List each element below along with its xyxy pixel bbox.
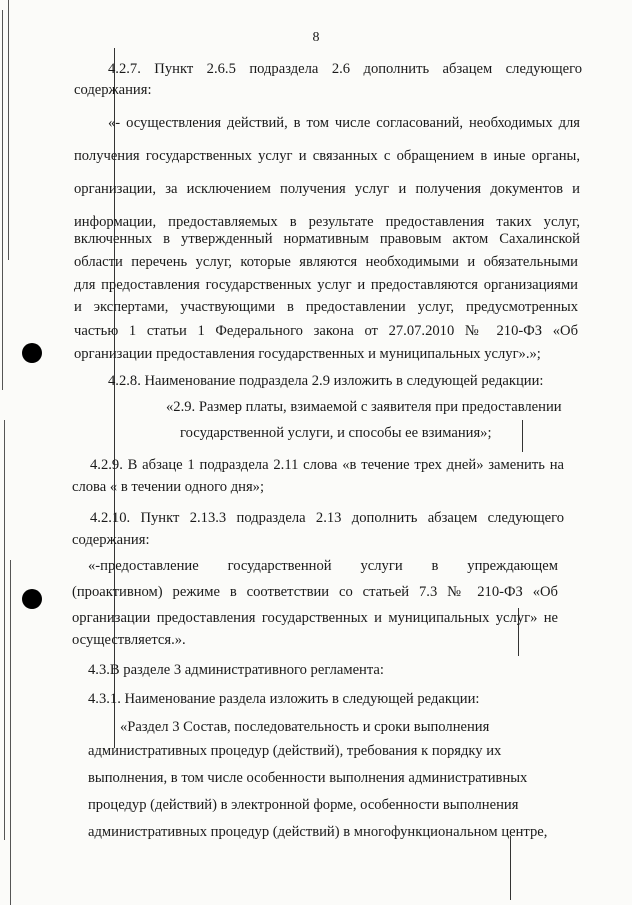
text-line: выполнения, в том числе особенности выполнения административных [88, 770, 528, 786]
text-line: «-предоставление государственной услуги в упреждающем [88, 558, 558, 574]
text-line: 4.2.9. В абзаце 1 подраздела 2.11 слова «в течение трех дней» заменить на [90, 457, 564, 473]
text-line: области перечень услуг, которые являются необходимыми и обязательными [74, 254, 578, 270]
text-line: 4.3.В разделе 3 административного регламента: [88, 662, 384, 678]
text-line: «Раздел 3 Состав, последовательность и сроки выполнения [120, 719, 490, 735]
text-line: организации предоставления государственных и муниципальных услуг».»; [74, 346, 541, 362]
scan-edge-marks [0, 0, 14, 905]
text-line: 4.2.7. Пункт 2.6.5 подраздела 2.6 дополнить абзацем следующего [108, 61, 582, 77]
text-line: организации предоставления государственных и муниципальных услуг» не [72, 610, 558, 626]
text-line: и экспертами, участвующими в предоставлении услуг, предусмотренных [74, 299, 578, 315]
text-line: частью 1 статьи 1 Федерального закона от 27.07.2010 № 210-ФЗ «Об [74, 323, 578, 339]
text-line: получения государственных услуг и связанных с обращением в иные органы, [74, 148, 580, 164]
text-line: 4.3.1. Наименование раздела изложить в следующей редакции: [88, 691, 480, 707]
text-line: государственной услуги, и способы ее взимания»; [180, 425, 492, 441]
text-line: административных процедур (действий), требования к порядку их [88, 743, 502, 759]
margin-line-mark-3 [510, 836, 511, 900]
text-line: слова « в течении одного дня»; [72, 479, 265, 495]
text-line: административных процедур (действий) в многофункциональном центре, [88, 824, 548, 840]
text-line: информации, предоставляемых в результате предоставления таких услуг, [74, 214, 580, 230]
text-line: содержания: [72, 532, 150, 548]
text-line: включенных в утвержденный нормативным правовым актом Сахалинской [74, 231, 580, 247]
text-line: содержания: [74, 82, 152, 98]
text-line: процедур (действий) в электронной форме, особенности выполнения [88, 797, 519, 813]
text-line: (проактивном) режиме в соответствии со статьей 7.3 № 210-ФЗ «Об [72, 584, 558, 600]
text-line: организации, за исключением получения услуг и получения документов и [74, 181, 580, 197]
punch-hole-bottom [22, 589, 42, 609]
text-line: 4.2.10. Пункт 2.13.3 подраздела 2.13 дополнить абзацем следующего [90, 510, 564, 526]
punch-hole-top [22, 343, 42, 363]
text-line: «- осуществления действий, в том числе согласований, необходимых для [108, 115, 580, 131]
text-line: 4.2.8. Наименование подраздела 2.9 изложить в следующей редакции: [108, 373, 544, 389]
margin-line-mark-1 [522, 420, 523, 452]
text-line: осуществляется.». [72, 632, 186, 648]
page-number: 8 [312, 30, 320, 45]
text-line: для предоставления государственных услуг и предоставляются организациями [74, 277, 578, 293]
text-line: «2.9. Размер платы, взимаемой с заявителя при предоставлении [166, 399, 562, 415]
